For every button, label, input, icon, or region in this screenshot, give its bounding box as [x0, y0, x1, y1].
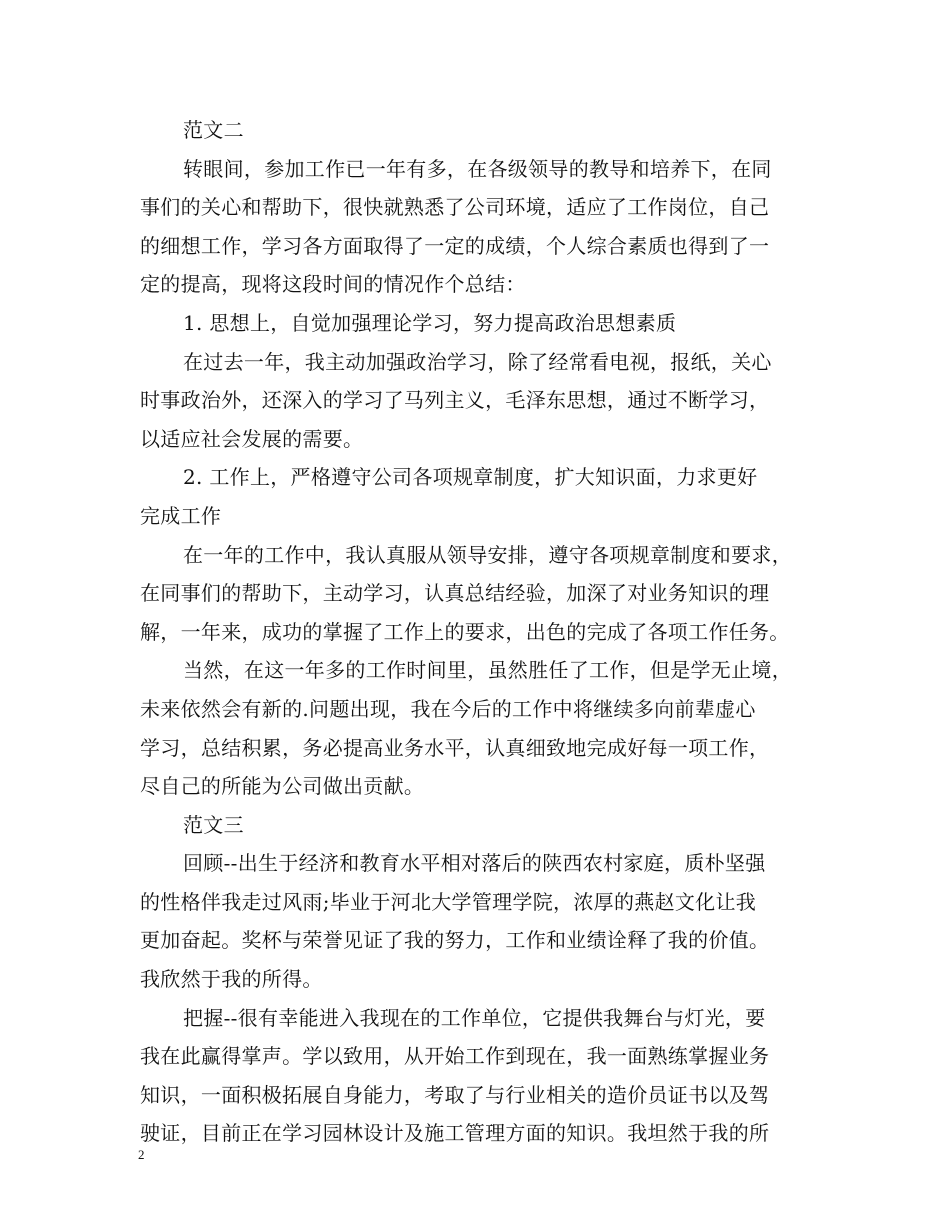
text-line: 的性格伴我走过风雨;毕业于河北大学管理学院，浓厚的燕赵文化让我 — [140, 889, 757, 914]
text-line: 回顾--出生于经济和教育水平相对落后的陕西农村家庭，质朴坚强 — [183, 851, 766, 876]
text-line: 学习，总结积累，务必提高业务水平，认真细致地完成好每一项工作， — [140, 735, 770, 760]
text-line: 解，一年来，成功的掌握了工作上的要求，出色的完成了各项工作任务。 — [140, 619, 790, 644]
text-line: 定的提高，现将这段时间的情况作个总结： — [140, 272, 526, 297]
text-line: 范文三 — [183, 812, 244, 837]
text-line: 2. 工作上，严格遵守公司各项规章制度，扩大知识面，力求更好 — [183, 465, 758, 490]
text-line: 在过去一年，我主动加强政治学习，除了经常看电视，报纸，关心 — [183, 349, 772, 374]
text-line: 知识，一面积极拓展自身能力，考取了与行业相关的造价员证书以及驾 — [140, 1082, 770, 1107]
text-line: 在同事们的帮助下，主动学习，认真总结经验，加深了对业务知识的理 — [140, 581, 770, 606]
text-line: 更加奋起。奖杯与荣誉见证了我的努力，工作和业绩诠释了我的价值。 — [140, 928, 770, 953]
document-body — [140, 111, 820, 1153]
text-line: 以适应社会发展的需要。 — [140, 426, 364, 451]
text-line: 1. 思想上，自觉加强理论学习，努力提高政治思想素质 — [183, 310, 677, 335]
text-line: 驶证，目前正在学习园林设计及施工管理方面的知识。我坦然于我的所 — [140, 1121, 770, 1146]
text-line: 尽自己的所能为公司做出贡献。 — [140, 774, 425, 799]
text-line: 的细想工作，学习各方面取得了一定的成绩，个人综合素质也得到了一 — [140, 233, 770, 258]
text-line: 范文二 — [183, 118, 244, 142]
text-line: 我在此赢得掌声。学以致用，从开始工作到现在，我一面熟练掌握业务 — [140, 1044, 770, 1069]
text-line: 转眼间，参加工作已一年有多，在各级领导的教导和培养下，在同 — [183, 156, 772, 181]
text-line: 当然，在这一年多的工作时间里，虽然胜任了工作，但是学无止境， — [183, 658, 792, 683]
text-line: 完成工作 — [140, 503, 222, 528]
text-line: 我欣然于我的所得。 — [140, 967, 323, 992]
text-line: 未来依然会有新的.问题出现，我在今后的工作中将继续多向前辈虚心 — [140, 696, 756, 721]
page-number: 2 — [138, 1147, 145, 1162]
text-line: 把握--很有幸能进入我现在的工作单位，它提供我舞台与灯光，要 — [183, 1005, 766, 1030]
text-line: 时事政治外，还深入的学习了马列主义，毛泽东思想，通过不断学习， — [140, 388, 770, 413]
text-line: 在一年的工作中，我认真服从领导安排，遵守各项规章制度和要求， — [183, 542, 792, 567]
text-line: 事们的关心和帮助下，很快就熟悉了公司环境，适应了工作岗位，自己 — [140, 195, 770, 220]
